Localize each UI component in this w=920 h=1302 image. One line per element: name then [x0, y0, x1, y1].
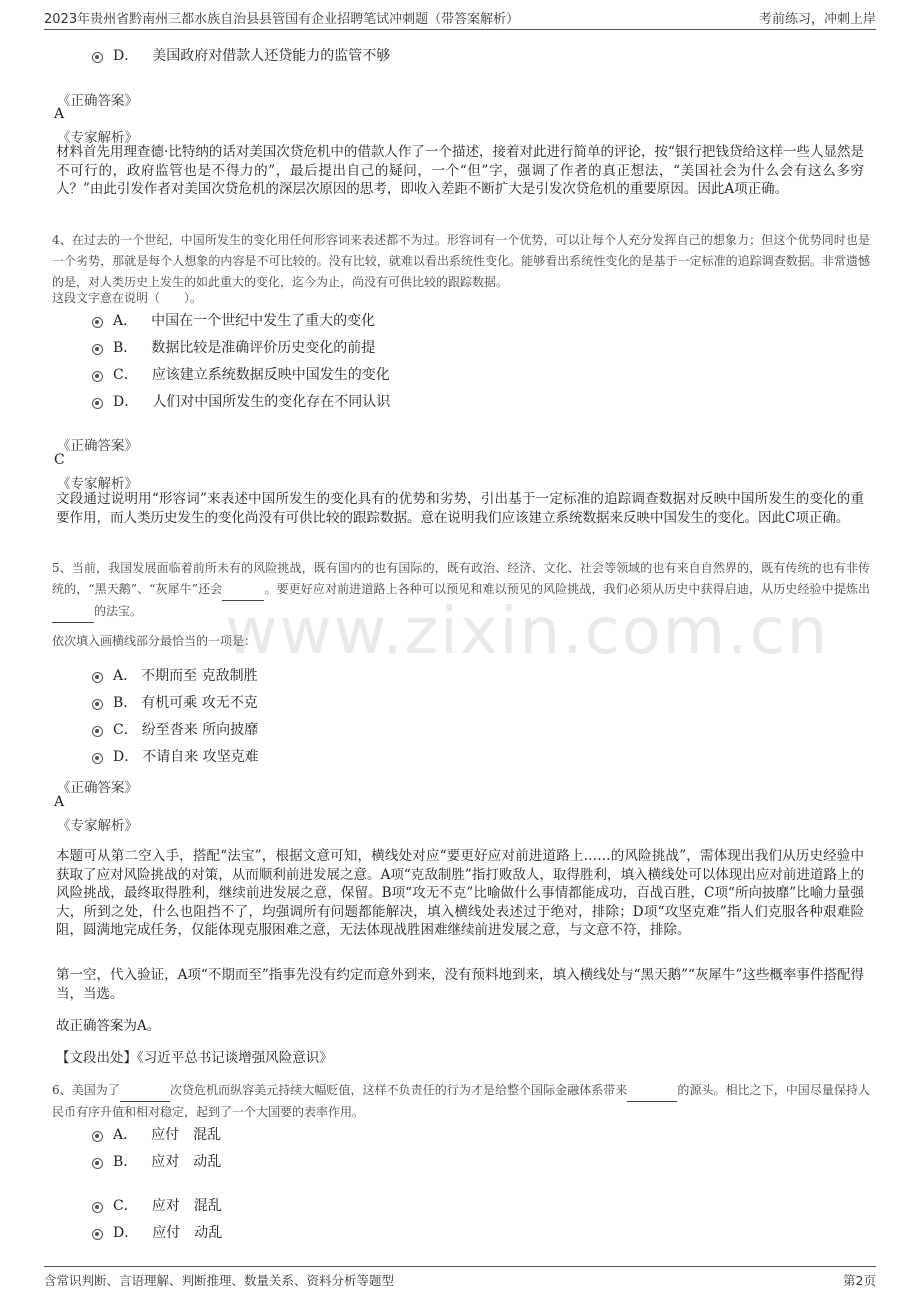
q4-stem: 4、在过去的一个世纪，中国所发生的变化用任何形容词来表述都不为过。形容词有一个优势，可以让每个人充分发挥自己的想象力；但这个优势同时也是一个劣势，那就是每个人想象的内容是不可比较的。没有比较，就难以看出系统性变化。能够看出系统性变化的是基于一定标准的追踪调查数据。非常遗憾的是，对人类历史上发生的如此重大的变化，迄今为止，尚没有可供比较的跟踪数据。 [52, 233, 870, 289]
option-key: A． [113, 668, 138, 684]
option-key: A． [113, 1127, 138, 1143]
q5-option-a[interactable] [92, 665, 258, 685]
q6-option-c[interactable] [92, 1195, 222, 1215]
option-text: 不请自来 攻坚克难 [142, 749, 259, 765]
radio-icon[interactable] [92, 699, 103, 710]
radio-icon[interactable] [92, 371, 103, 382]
q6-stem-part2: 次贷危机而纵容美元持续大幅贬值，这样不负责任的行为才是给整个国际金融体系带来 [169, 1083, 628, 1097]
option-key: D． [113, 1225, 139, 1241]
q5-question: 依次填入画横线部分最恰当的一项是： [52, 634, 257, 648]
q5-option-c[interactable] [92, 719, 258, 739]
radio-icon[interactable] [92, 1131, 103, 1142]
watermark: www.zixin.com.cn [225, 595, 830, 669]
q3-analysis-label: 《专家解析》 [57, 130, 138, 146]
option-key: D． [113, 394, 139, 410]
q5-blank-1 [222, 579, 264, 601]
q3-analysis: 材料首先用理查德·比特纳的话对美国次贷危机中的借款人作了一个描述，接着对此进行简单的评论，按“银行把钱贷给这样一些人显然是不可行的，政府监管也是不得力的”，最后提出自己的疑问，一个“但”字，强调了作者的真正想法，“美国社会为什么会有这么多穷人？”由此引发作者对美国次贷危机的深层次原因的思考，即收入差距不断扩大是引发次贷危机的重要原因。因此A项正确。 [56, 144, 864, 197]
radio-icon[interactable] [92, 317, 103, 328]
option-key: C． [113, 722, 138, 738]
q5-analysis-p3: 故正确答案为A。 [56, 1018, 161, 1034]
page-number: 第2页 [843, 1273, 876, 1288]
q6-option-a[interactable] [92, 1124, 221, 1144]
option-text: 中国在一个世纪中发生了重大的变化 [151, 313, 376, 329]
option-key: B． [113, 1154, 138, 1170]
option-key: C． [113, 1198, 138, 1214]
q4-analysis-label: 《专家解析》 [57, 476, 138, 492]
q5-correct-answer-label: 《正确答案》 [57, 780, 138, 796]
option-text: 应该建立系统数据反映中国发生的变化 [151, 367, 390, 383]
q5-stem [52, 558, 870, 623]
q4-answer: C [54, 452, 65, 468]
q5-blank-2 [52, 601, 94, 623]
q4-option-b[interactable] [92, 337, 375, 357]
q4-question: 这段文字意在说明（ ）。 [52, 291, 203, 305]
option-text: 应付 动乱 [152, 1225, 223, 1241]
option-text: 数据比较是准确评价历史变化的前提 [151, 340, 376, 356]
q5-source: 【文段出处】《习近平总书记谈增强风险意识》 [56, 1050, 333, 1066]
q6-stem [52, 1080, 870, 1123]
q5-analysis-p1: 本题可从第二空入手，搭配“法宝”，根据文意可知，横线处对应“要更好应对前进道路上……的风险挑战”，需体现出我们从历史经验中获取了应对风险挑战的对策，从而顺利前进发展之意。A项“克敌制胜”指打败敌人，取得胜利，填入横线处可以体现出应对前进道路上的风险挑战，最终取得胜利，继续前进发展之意，保留。B项“攻无不克”比喻做什么事情都能成功，百战百胜，C项“所向披靡”比喻力量强大，所到之处，什么也阻挡不了，均强调所有问题都能解决，填入横线处表述过于绝对，排除；D项“攻坚克难”指人们克服各种艰难险阻，圆满地完成任务，仅能体现克服困难之意，无法体现战胜困难继续前进发展之意，与文意不符，排除。 [56, 848, 864, 938]
q4-option-c[interactable] [92, 364, 390, 384]
radio-icon[interactable] [92, 344, 103, 355]
option-text: 不期而至 克敌制胜 [141, 668, 258, 684]
footer-divider [44, 1266, 876, 1267]
q6-blank-1 [120, 1080, 170, 1102]
q3-answer: A [54, 106, 65, 122]
radio-icon[interactable] [92, 52, 103, 63]
option-key: A． [113, 313, 138, 329]
radio-icon[interactable] [92, 753, 103, 764]
q5-analysis-label: 《专家解析》 [57, 818, 138, 834]
header-slogan: 考前练习，冲刺上岸 [758, 12, 876, 27]
radio-icon[interactable] [92, 398, 103, 409]
q6-option-b[interactable] [92, 1151, 221, 1171]
radio-icon[interactable] [92, 726, 103, 737]
q5-analysis-p2: 第一空，代入验证，A项“不期而至”指事先没有约定而意外到来，没有预料地到来，填入横线处与“黑天鹅”“灰犀牛”这些概率事件搭配得当，当选。 [56, 967, 864, 1002]
q4-option-d[interactable] [92, 391, 390, 411]
q4-analysis: 文段通过说明用“形容词”来表述中国所发生的变化具有的优势和劣势，引出基于一定标准的追踪调查数据对反映中国所发生的变化的重要作用，而人类历史发生的变化尚没有可供比较的跟踪数据。意在说明我们应该建立系统数据来反映中国发生的变化。因此C项正确。 [56, 491, 864, 526]
radio-icon[interactable] [92, 1202, 103, 1213]
option-text: 美国政府对借款人还贷能力的监管不够 [152, 48, 391, 64]
option-text: 有机可乘 攻无不克 [141, 695, 258, 711]
q6-stem-part3: 的源头。相比之下，中国尽量保持人民币有序升值和相对稳定，起到了一个大国要的表率作用。 [52, 1083, 870, 1119]
option-key: B． [113, 340, 138, 356]
option-text: 应对 动乱 [151, 1154, 222, 1170]
q5-stem-part3: 的法宝。 [94, 604, 143, 618]
option-key: B． [113, 695, 138, 711]
q5-option-d[interactable] [92, 746, 259, 766]
document-title: 2023年贵州省黔南州三都水族自治县县管国有企业招聘笔试冲刺题（带答案解析） [44, 12, 520, 27]
option-text: 纷至沓来 所向披靡 [141, 722, 259, 738]
radio-icon[interactable] [92, 1158, 103, 1169]
q3-option-d[interactable] [92, 45, 390, 65]
q5-stem-part1: 5、当前，我国发展面临着前所未有的风险挑战，既有国内的也有国际的，既有政治、经济、文化、社会等领域的也有来自自然界的，既有传统的也有非传统的，“黑天鹅”、“灰犀牛”还会 [52, 561, 870, 596]
header-divider [44, 29, 876, 30]
q6-blank-2 [627, 1080, 677, 1102]
radio-icon[interactable] [92, 1229, 103, 1240]
option-key: D． [113, 48, 139, 64]
q5-stem-part2: 。要更好应对前进道路上各种可以预见和难以预见的风险挑战，我们必须从历史中获得启迪，从历史经验中提炼出 [264, 582, 870, 596]
q5-answer: A [54, 794, 65, 810]
q3-correct-answer-label: 《正确答案》 [57, 93, 138, 109]
radio-icon[interactable] [92, 672, 103, 683]
q5-option-b[interactable] [92, 692, 258, 712]
option-text: 应付 混乱 [151, 1127, 222, 1143]
q6-option-d[interactable] [92, 1222, 222, 1242]
option-text: 人们对中国所发生的变化存在不同认识 [152, 394, 391, 410]
option-key: C． [113, 367, 138, 383]
q6-stem-part1: 6、美国为了 [52, 1083, 120, 1097]
q4-option-a[interactable] [92, 310, 375, 330]
option-key: D． [113, 749, 139, 765]
q4-correct-answer-label: 《正确答案》 [57, 438, 138, 454]
footer-text: 含常识判断、言语理解、判断推理、数量关系、资料分析等题型 [44, 1273, 395, 1288]
option-text: 应对 混乱 [151, 1198, 222, 1214]
